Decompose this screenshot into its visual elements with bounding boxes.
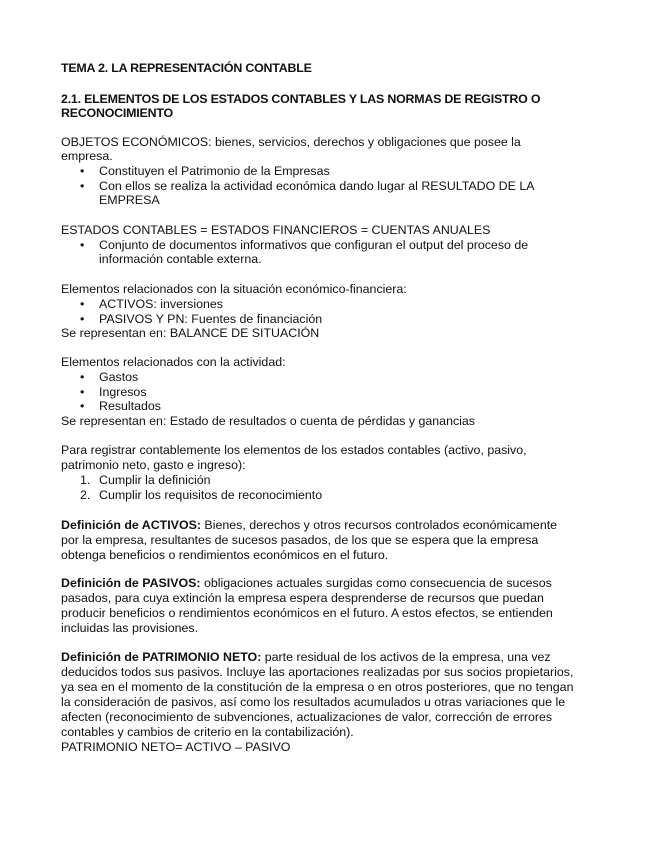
- paragraph-line: pasados, para cuya extinción la empresa espera desprenderse de recursos que puedan: [61, 591, 544, 605]
- list-item: Ingresos: [99, 385, 147, 399]
- list-item: Cumplir los requisitos de reconocimiento: [99, 488, 323, 502]
- definition-label: Definición de PASIVOS:: [61, 576, 201, 590]
- paragraph-line: OBJETOS ECONÓMICOS: bienes, servicios, derechos y obligaciones que posee la: [61, 135, 521, 149]
- paragraph-line: empresa.: [61, 149, 113, 163]
- list-item: Constituyen el Patrimonio de la Empresas: [99, 164, 330, 178]
- paragraph-line: ya sea en el momento de la constitución de la empresa o en otros posteriores, que no tengan: [61, 680, 574, 694]
- bullet-icon: •: [80, 385, 85, 399]
- definition-text: obligaciones actuales surgidas como consecuencia de sucesos: [200, 576, 552, 590]
- definition-activos: [61, 518, 557, 533]
- section-heading-line: 2.1. ELEMENTOS DE LOS ESTADOS CONTABLES Y LAS NORMAS DE REGISTRO O: [61, 92, 541, 106]
- bullet-icon: •: [80, 164, 85, 178]
- list-item: ACTIVOS: inversiones: [99, 297, 223, 311]
- paragraph-line: Elementos relacionados con la actividad:: [61, 355, 286, 369]
- definition-label: Definición de PATRIMONIO NETO:: [61, 650, 262, 664]
- bullet-icon: •: [80, 312, 85, 326]
- paragraph-line: Para registrar contablemente los elementos de los estados contables (activo, pasivo,: [61, 443, 527, 457]
- bullet-icon: •: [80, 238, 85, 252]
- paragraph-line: la consideración de pasivos, así como los resultados acumulados u otras variaciones que le: [61, 695, 566, 709]
- list-item: Resultados: [99, 399, 161, 413]
- definition-text: parte residual de los activos de la empresa, una vez: [261, 650, 551, 664]
- paragraph-line: ESTADOS CONTABLES = ESTADOS FINANCIEROS = CUENTAS ANUALES: [61, 223, 491, 237]
- list-item: PASIVOS Y PN: Fuentes de financiación: [99, 312, 323, 326]
- definition-patrimonio-neto: [61, 650, 551, 665]
- paragraph-line: Se representan en: Estado de resultados o cuenta de pérdidas y ganancias: [61, 414, 475, 428]
- list-item: Con ellos se realiza la actividad económica dando lugar al RESULTADO DE LA: [99, 179, 535, 193]
- list-number: 2.: [80, 488, 91, 502]
- paragraph-line: deducidos todos sus pasivos. Incluye las aportaciones realizadas por sus socios propietarios,: [61, 665, 574, 679]
- definition-text: Bienes, derechos y otros recursos controlados económicamente: [200, 518, 558, 532]
- list-item: Gastos: [99, 370, 139, 384]
- paragraph-line: afecten (reconocimiento de subvenciones, actualizaciones de valor, corrección de errores: [61, 710, 553, 724]
- list-item: Cumplir la definición: [99, 473, 211, 487]
- section-heading-line: RECONOCIMIENTO: [61, 106, 173, 120]
- definition-pasivos: [61, 576, 552, 591]
- paragraph-line: contables y cambios de criterio en la contabilización).: [61, 725, 354, 739]
- bullet-icon: •: [80, 399, 85, 413]
- paragraph-line: incluidas las provisiones.: [61, 621, 199, 635]
- list-number: 1.: [80, 473, 91, 487]
- list-item: Conjunto de documentos informativos que configuran el output del proceso de: [99, 238, 529, 252]
- paragraph-line: producir beneficios o rendimientos económicos en el futuro. A estos efectos, se entienden: [61, 606, 553, 620]
- definition-label: Definición de ACTIVOS:: [61, 518, 201, 532]
- paragraph-line: por la empresa, resultantes de sucesos pasados, de los que se espera que la empresa: [61, 533, 539, 547]
- paragraph-line: patrimonio neto, gasto e ingreso):: [61, 458, 246, 472]
- list-item-continued: EMPRESA: [99, 193, 160, 207]
- bullet-icon: •: [80, 179, 85, 193]
- paragraph-line: Se representan en: BALANCE DE SITUACIÓN: [61, 326, 320, 340]
- bullet-icon: •: [80, 297, 85, 311]
- list-item-continued: información contable externa.: [99, 252, 262, 266]
- formula-line: PATRIMONIO NETO= ACTIVO – PASIVO: [61, 740, 291, 754]
- bullet-icon: •: [80, 370, 85, 384]
- document-title: TEMA 2. LA REPRESENTACIÓN CONTABLE: [61, 61, 312, 75]
- paragraph-line: Elementos relacionados con la situación económico-financiera:: [61, 282, 407, 296]
- paragraph-line: obtenga beneficios o rendimientos económicos en el futuro.: [61, 548, 389, 562]
